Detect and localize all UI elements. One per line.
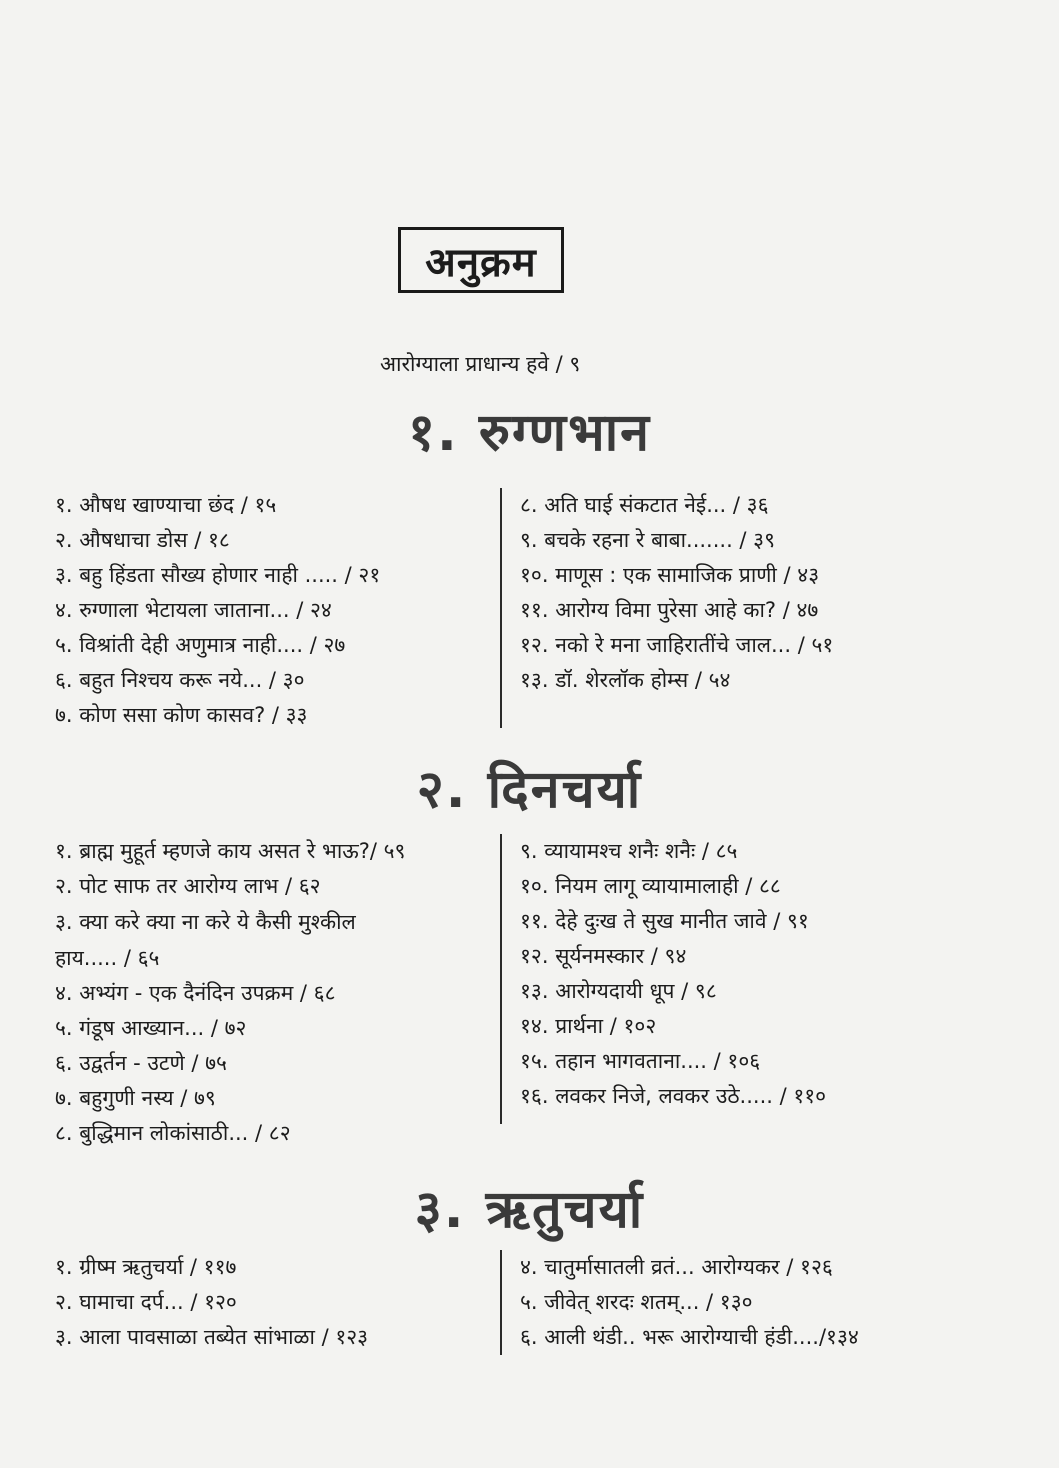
- section-2-right-column: [520, 834, 1020, 1114]
- toc-entry: ४. चातुर्मासातली व्रतं... आरोग्यकर / १२६: [520, 1255, 833, 1279]
- toc-entry: ३. बहु हिंडता सौख्य होणार नाही ..... / २१: [55, 563, 381, 587]
- toc-entry: २. पोट साफ तर आरोग्य लाभ / ६२: [55, 874, 321, 898]
- toc-entry: ५. जीवेत् शरदः शतम्... / १३०: [520, 1290, 753, 1314]
- toc-entry: १३. आरोग्यदायी धूप / ९८: [520, 979, 717, 1003]
- toc-entry: ११. आरोग्य विमा पुरेसा आहे का? / ४७: [520, 598, 819, 622]
- toc-entry: १०. नियम लागू व्यायामालाही / ८८: [520, 874, 781, 898]
- toc-entry: ७. बहुगुणी नस्य / ७९: [55, 1086, 216, 1110]
- section-1-right-column: [520, 488, 1020, 698]
- toc-entry: १. ब्राह्म मुहूर्त म्हणजे काय असत रे भाऊ?/ ५९: [55, 839, 406, 863]
- toc-entry: १०. माणूस : एक सामाजिक प्राणी / ४३: [520, 563, 820, 587]
- toc-entry: ६. उद्वर्तन - उटणे / ७५: [55, 1051, 227, 1075]
- section-2-left-column: [55, 834, 450, 1151]
- toc-entry: १२. सूर्यनमस्कार / ९४: [520, 944, 687, 968]
- toc-entry: १. ग्रीष्म ऋतुचर्या / ११७: [55, 1255, 237, 1279]
- toc-entry: १५. तहान भागवताना.... / १०६: [520, 1049, 761, 1073]
- toc-entry: ६. आली थंडी.. भरू आरोग्याची हंडी..../१३४: [520, 1325, 859, 1349]
- toc-entry: १. औषध खाण्याचा छंद / १५: [55, 493, 277, 517]
- section-title: १. रुग्णभान: [407, 403, 652, 463]
- section-heading-3: [0, 1172, 1059, 1243]
- toc-entry: २. घामाचा दर्प... / १२०: [55, 1290, 237, 1314]
- toc-entry: ४. अभ्यंग - एक दैनंदिन उपक्रम / ६८: [55, 981, 336, 1005]
- toc-title: अनुक्रम: [398, 227, 564, 293]
- section-heading-2: [0, 752, 1059, 823]
- toc-entry: ११. देहे दुःख ते सुख मानीत जावे / ९१: [520, 909, 809, 933]
- toc-entry: ४. रुग्णाला भेटायला जाताना... / २४: [55, 598, 332, 622]
- toc-entry: ५. गंडूष आख्यान... / ७२: [55, 1016, 247, 1040]
- toc-entry: ९. व्यायामश्च शनैः शनैः / ८५: [520, 839, 738, 863]
- section-1-left-column: [55, 488, 485, 733]
- intro-entry: आरोग्याला प्राधान्य हवे / ९: [380, 352, 581, 376]
- toc-entry: ३. आला पावसाळा तब्येत सांभाळा / १२३: [55, 1325, 369, 1349]
- column-divider: [500, 488, 502, 728]
- section-title: ३. ऋतुचर्या: [414, 1180, 645, 1240]
- toc-entry: १२. नको रे मना जाहिरातींचे जाल... / ५१: [520, 633, 834, 657]
- section-3-left-column: [55, 1250, 485, 1355]
- toc-entry: ३. क्या करे क्या ना करे ये कैसी मुश्कील हाय..... / ६५: [55, 910, 356, 970]
- toc-entry: ७. कोण ससा कोण कासव? / ३३: [55, 703, 308, 727]
- section-3-right-column: [520, 1250, 1040, 1355]
- toc-entry: ५. विश्रांती देही अणुमात्र नाही.... / २७: [55, 633, 346, 657]
- toc-entry: ८. बुद्धिमान लोकांसाठी... / ८२: [55, 1121, 291, 1145]
- column-divider: [500, 834, 502, 1124]
- toc-entry: १३. डॉ. शेरलॉक होम्स / ५४: [520, 668, 731, 692]
- section-heading-1: [0, 395, 1059, 466]
- section-title: २. दिनचर्या: [416, 760, 643, 820]
- toc-entry: ९. बचके रहना रे बाबा....... / ३९: [520, 528, 776, 552]
- toc-entry: ६. बहुत निश्चय करू नये... / ३०: [55, 668, 305, 692]
- toc-entry: ८. अति घाई संकटात नेई... / ३६: [520, 493, 769, 517]
- toc-entry: १६. लवकर निजे, लवकर उठे..... / ११०: [520, 1084, 827, 1108]
- toc-entry: १४. प्रार्थना / १०२: [520, 1014, 657, 1038]
- toc-entry: २. औषधाचा डोस / १८: [55, 528, 230, 552]
- column-divider: [500, 1250, 502, 1355]
